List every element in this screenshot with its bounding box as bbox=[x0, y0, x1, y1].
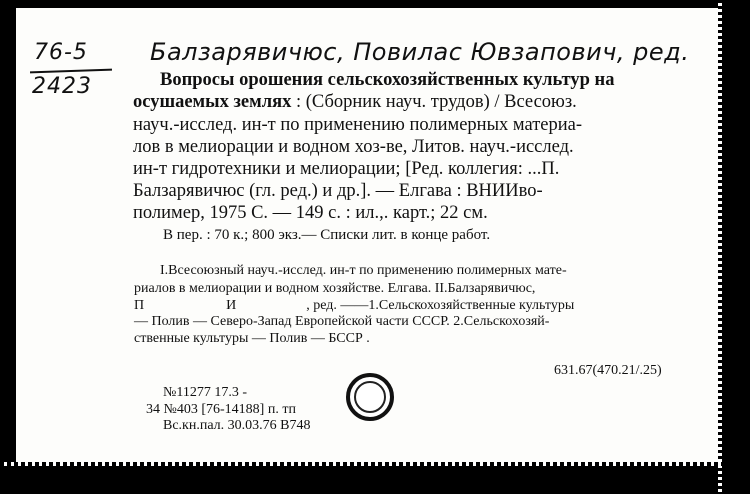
classification-index: 631.67(470.21/.25) bbox=[554, 363, 662, 378]
handwritten-author-heading: Балзарявичюс, Повилас Ювзапович, ред. bbox=[150, 38, 690, 66]
entry-line-3: науч.-исслед. ин-т по применению полимерных материа- bbox=[133, 115, 583, 135]
tracing-line-2: риалов в мелиорации и водном хозяйстве. Елгава. II.Балзарявичюс, bbox=[134, 281, 536, 296]
title-line-2-rest: : (Сборник науч. трудов) / Всесоюз. bbox=[291, 92, 577, 112]
tracing-initial-i: И bbox=[226, 298, 237, 313]
tracing-line-5: ственные культуры — Полив — БССР . bbox=[134, 331, 370, 346]
footer-line-3: Вс.кн.пал. 30.03.76 В748 bbox=[163, 418, 311, 433]
tracing-line-1: I.Всесоюзный науч.-исслед. ин-т по применению полимерных мате- bbox=[160, 263, 567, 278]
tracing-initial-p: П bbox=[134, 298, 145, 313]
footer-line-2: 34 №403 [76-14188] п. тп bbox=[146, 402, 296, 417]
footer-line-1: №11277 17.3 - bbox=[163, 385, 247, 400]
shelf-mark-top: 76-5 bbox=[34, 40, 88, 65]
entry-line-4: лов в мелиорации и водном хоз-ве, Литов. науч.-исслед. bbox=[133, 137, 574, 157]
entry-line-7: полимер, 1975 С. — 149 с. : ил.,. карт.; 22 см. bbox=[133, 203, 488, 223]
entry-line-6: Балзарявичюс (гл. ред.) и др.]. — Елгава : ВНИИво- bbox=[133, 181, 543, 201]
title-line-2-bold: осушаемых землях bbox=[133, 92, 292, 112]
tracing-line-4: — Полив — Северо-Запад Европейской части СССР. 2.Сельскохозяй- bbox=[134, 314, 550, 329]
shelf-mark-bottom: 2423 bbox=[32, 74, 92, 99]
entry-line-5: ин-т гидротехники и мелиорации; [Ред. коллегия: ...П. bbox=[133, 159, 560, 179]
price-notes-line: В пер. : 70 к.; 800 экз.— Списки лит. в конце работ. bbox=[163, 227, 491, 243]
tracing-subject-1: , ред. ——1.Сельскохозяйственные культуры bbox=[306, 298, 575, 313]
title-line-1: Вопросы орошения сельскохозяйственных культур на bbox=[160, 70, 615, 90]
